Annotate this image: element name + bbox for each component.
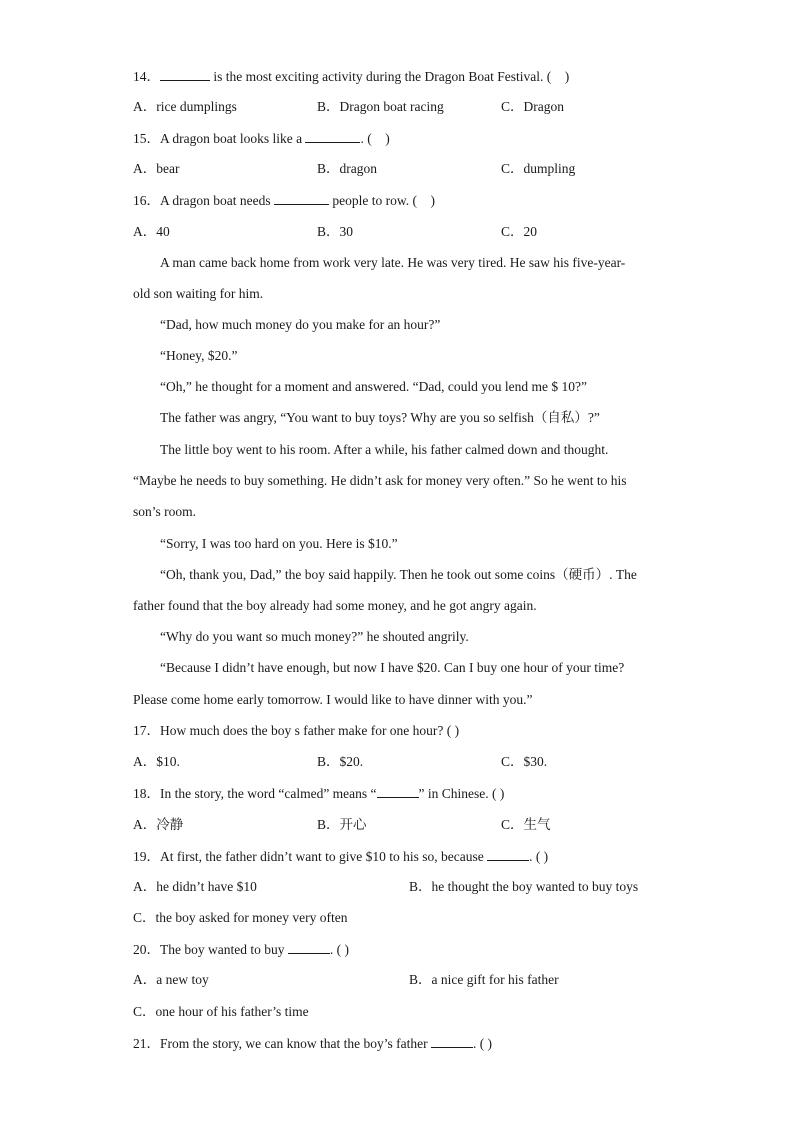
- question-text: is the most exciting activity during the Dragon Boat Festival. ( ): [210, 69, 570, 84]
- question-text: . ( ): [360, 131, 390, 146]
- passage-line: “Oh,” he thought for a moment and answered. “Dad, could you lend me $ 10?”: [160, 379, 587, 394]
- option-b: B．开心: [317, 817, 367, 832]
- question-number: 20．: [133, 942, 160, 957]
- option-c: C．one hour of his father’s time: [133, 1004, 309, 1019]
- question-text: ” in Chinese. ( ): [418, 786, 505, 801]
- question-text: A dragon boat needs: [160, 193, 274, 208]
- option-a: A．冷静: [133, 817, 184, 832]
- option-a: A．a new toy: [133, 972, 209, 987]
- question-17: [133, 721, 459, 741]
- question-15: [133, 128, 390, 148]
- question-21: [133, 1033, 492, 1053]
- question-text: . ( ): [472, 1036, 493, 1051]
- passage-line: “Because I didn’t have enough, but now I have $20. Can I buy one hour of your time?: [160, 660, 625, 675]
- passage-line: father found that the boy already had some money, and he got angry again.: [133, 598, 537, 613]
- option-c: C．20: [501, 224, 538, 239]
- option-a: A．bear: [133, 161, 180, 176]
- option-c: C．the boy asked for money very often: [133, 910, 348, 925]
- answer-blank: [377, 783, 419, 798]
- question-text: At first, the father didn’t want to give $10 to his so, because: [160, 849, 488, 864]
- answer-blank: [305, 128, 360, 143]
- option-b: B．Dragon boat racing: [317, 99, 444, 114]
- passage-line: Please come home early tomorrow. I would like to have dinner with you.”: [133, 692, 533, 707]
- option-a: A．40: [133, 224, 170, 239]
- passage-line: “Oh, thank you, Dad,” the boy said happily. Then he took out some coins（硬币）. The: [160, 567, 637, 582]
- option-a: A．rice dumplings: [133, 99, 237, 114]
- passage-line: son’s room.: [133, 504, 197, 519]
- answer-blank: [274, 190, 329, 205]
- passage-line: “Dad, how much money do you make for an hour?”: [160, 317, 441, 332]
- passage-line: The father was angry, “You want to buy toys? Why are you so selfish（自私）?”: [160, 410, 600, 425]
- option-c: C．生气: [501, 817, 551, 832]
- passage-line: A man came back home from work very late. He was very tired. He saw his five-year-: [160, 255, 626, 270]
- question-number: 16．: [133, 193, 160, 208]
- question-text: A dragon boat looks like a: [160, 131, 306, 146]
- answer-blank: [160, 66, 210, 81]
- question-number: 15．: [133, 131, 160, 146]
- question-number: 14．: [133, 69, 160, 84]
- question-number: 17．: [133, 723, 160, 738]
- question-number: 18．: [133, 786, 160, 801]
- question-16: [133, 190, 435, 210]
- question-text: The boy wanted to buy: [160, 942, 288, 957]
- option-b: B．30: [317, 224, 354, 239]
- passage-line: “Why do you want so much money?” he shouted angrily.: [160, 629, 469, 644]
- question-text: . ( ): [329, 942, 349, 957]
- passage-line: “Maybe he needs to buy something. He didn’t ask for money very often.” So he went to his: [133, 473, 627, 488]
- passage-line: The little boy went to his room. After a while, his father calmed down and thought.: [160, 442, 609, 457]
- option-a: A．$10.: [133, 754, 180, 769]
- question-14: [133, 66, 569, 86]
- question-19: [133, 846, 548, 866]
- question-text: From the story, we can know that the boy’s father: [160, 1036, 431, 1051]
- question-text: people to row. ( ): [328, 193, 435, 208]
- option-b: B．he thought the boy wanted to buy toys: [409, 879, 639, 894]
- passage-line: “Sorry, I was too hard on you. Here is $10.”: [160, 536, 398, 551]
- option-c: C．$30.: [501, 754, 548, 769]
- question-text: In the story, the word “calmed” means “: [160, 786, 377, 801]
- option-a: A．he didn’t have $10: [133, 879, 257, 894]
- question-text: . ( ): [529, 849, 549, 864]
- question-number: 19．: [133, 849, 160, 864]
- answer-blank: [288, 939, 330, 954]
- question-number: 21．: [133, 1036, 160, 1051]
- question-18: [133, 783, 504, 803]
- option-c: C．Dragon: [501, 99, 564, 114]
- question-20: [133, 939, 349, 959]
- question-text: How much does the boy s father make for one hour? ( ): [160, 723, 460, 738]
- option-b: B．$20.: [317, 754, 364, 769]
- option-b: B．dragon: [317, 161, 377, 176]
- answer-blank: [431, 1033, 473, 1048]
- answer-blank: [487, 846, 529, 861]
- option-c: C．dumpling: [501, 161, 576, 176]
- passage-line: “Honey, $20.”: [160, 348, 238, 363]
- option-b: B．a nice gift for his father: [409, 972, 559, 987]
- passage-line: old son waiting for him.: [133, 286, 264, 301]
